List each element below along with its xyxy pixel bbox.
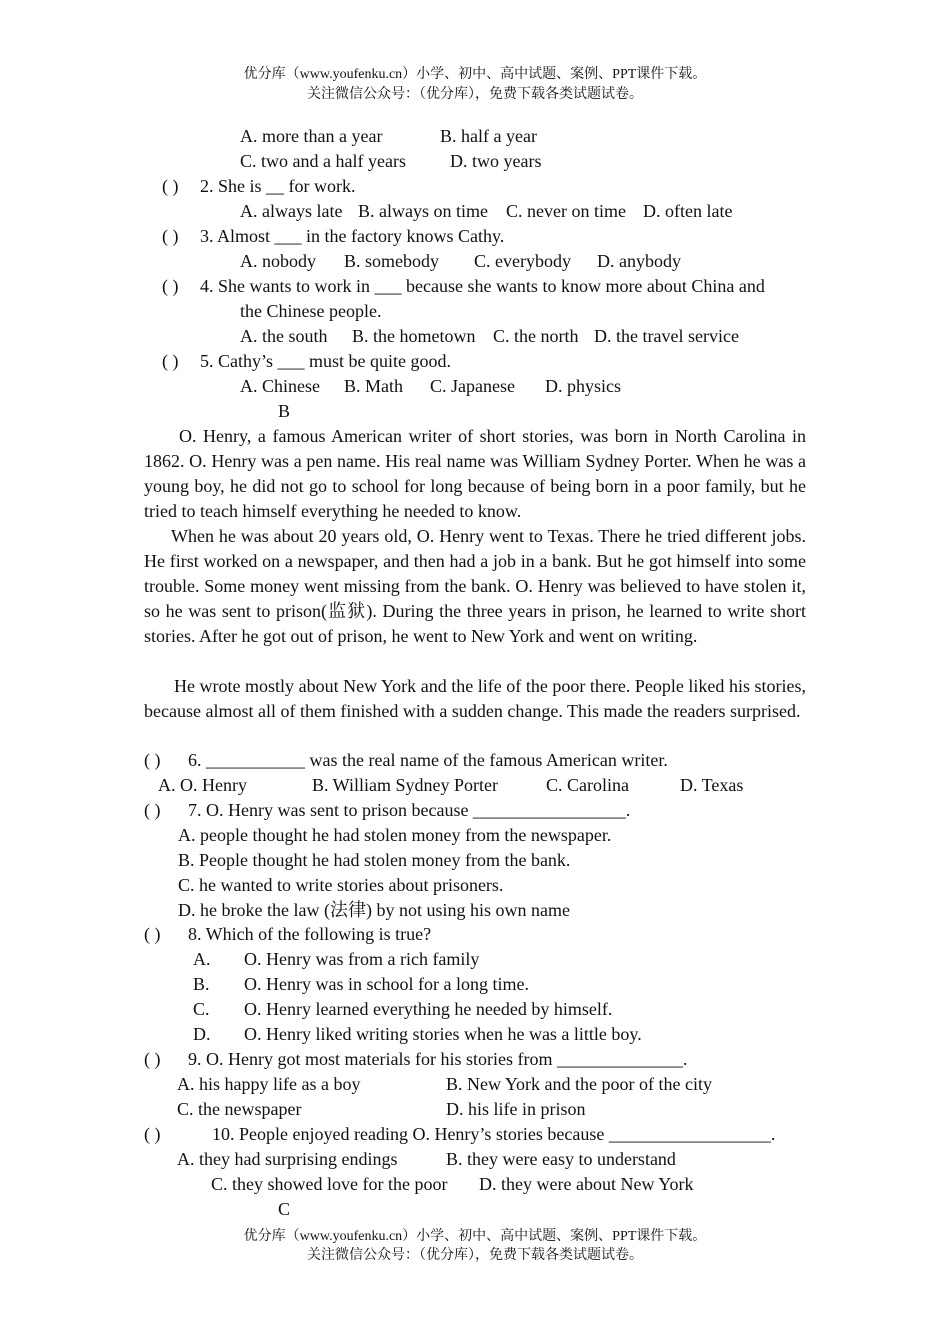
- q8-option-b: O. Henry was in school for a long time.: [244, 974, 529, 994]
- q4-option-b: B. the hometown: [352, 326, 476, 346]
- section-c-heading: C: [278, 1199, 291, 1219]
- q7-option-b: B. People thought he had stolen money from the bank.: [178, 850, 571, 870]
- page-header-line-1: 优分库（www.youfenku.cn）小学、初中、高中试题、案例、PPT课件下载。: [243, 67, 707, 82]
- q4-stem: 4. She wants to work in ___ because she wants to know more about China and: [200, 276, 765, 296]
- q3-stem: 3. Almost ___ in the factory knows Cathy.: [200, 226, 505, 246]
- q9-option-c: C. the newspaper: [177, 1099, 302, 1119]
- q8-option-c-letter: C.: [193, 999, 210, 1019]
- q4-option-a: A. the south: [240, 326, 328, 346]
- q3-option-d: D. anybody: [597, 251, 681, 271]
- q10-stem: 10. People enjoyed reading O. Henry’s stories because __________________.: [212, 1124, 776, 1144]
- q8-option-d: O. Henry liked writing stories when he was a little boy.: [244, 1024, 642, 1044]
- q8-option-b-letter: B.: [193, 974, 210, 994]
- q10-answer-bracket[interactable]: ( ): [144, 1124, 161, 1144]
- q7-option-a: A. people thought he had stolen money from the newspaper.: [178, 825, 612, 845]
- q4-option-d: D. the travel service: [594, 326, 739, 346]
- page-header-line-2: 关注微信公众号：（优分库），免费下载各类试题试卷。: [307, 87, 643, 102]
- q6-option-a: A. O. Henry: [158, 775, 247, 795]
- q9-option-b: B. New York and the poor of the city: [446, 1074, 712, 1094]
- passage-paragraph-1: O. Henry, a famous American writer of short stories, was born in North Carolina in 1862. O. Henry was a pen name. His real name was William Sydney Porter. When he was a young boy, he did not go to school for long because of being born in a poor family, but he tried to teach himself everything he needed to know.: [144, 426, 806, 521]
- q7-option-c: C. he wanted to write stories about prisoners.: [178, 875, 504, 895]
- q7-stem: 7. O. Henry was sent to prison because _________________.: [188, 800, 631, 820]
- q5-option-b: B. Math: [344, 376, 404, 396]
- q7-answer-bracket[interactable]: ( ): [144, 800, 161, 820]
- q3-option-a: A. nobody: [240, 251, 316, 271]
- q6-stem: 6. ___________ was the real name of the famous American writer.: [188, 750, 668, 770]
- q10-option-d: D. they were about New York: [479, 1174, 694, 1194]
- q4-stem-continued: the Chinese people.: [240, 301, 382, 321]
- q8-option-a-letter: A.: [193, 949, 211, 969]
- passage-paragraph-3: He wrote mostly about New York and the life of the poor there. People liked his stories, because almost all of them finished with a sudden change. This made the readers surprised.: [144, 676, 806, 721]
- q2-option-b: B. always on time: [358, 201, 488, 221]
- q4-option-c: C. the north: [493, 326, 579, 346]
- q10-option-b: B. they were easy to understand: [446, 1149, 676, 1169]
- q2-option-a: A. always late: [240, 201, 343, 221]
- q1-option-d: D. two years: [450, 151, 542, 171]
- q1-option-b: B. half a year: [440, 126, 537, 146]
- q9-answer-bracket[interactable]: ( ): [144, 1049, 161, 1069]
- q10-option-a: A. they had surprising endings: [177, 1149, 398, 1169]
- q10-option-c: C. they showed love for the poor: [211, 1174, 448, 1194]
- q2-option-d: D. often late: [643, 201, 733, 221]
- q8-answer-bracket[interactable]: ( ): [144, 924, 161, 944]
- q3-option-b: B. somebody: [344, 251, 440, 271]
- q5-option-a: A. Chinese: [240, 376, 320, 396]
- q1-option-a: A. more than a year: [240, 126, 383, 146]
- q6-option-c: C. Carolina: [546, 775, 629, 795]
- q8-option-a: O. Henry was from a rich family: [244, 949, 480, 969]
- q5-stem: 5. Cathy’s ___ must be quite good.: [200, 351, 451, 371]
- q8-stem: 8. Which of the following is true?: [188, 924, 432, 944]
- q3-option-c: C. everybody: [474, 251, 571, 271]
- q8-option-c: O. Henry learned everything he needed by himself.: [244, 999, 613, 1019]
- q5-answer-bracket[interactable]: ( ): [162, 351, 179, 371]
- section-b-heading: B: [278, 401, 291, 421]
- q1-option-c: C. two and a half years: [240, 151, 406, 171]
- q9-stem: 9. O. Henry got most materials for his stories from ______________.: [188, 1049, 688, 1069]
- q9-option-a: A. his happy life as a boy: [177, 1074, 361, 1094]
- q6-answer-bracket[interactable]: ( ): [144, 750, 161, 770]
- q6-option-d: D. Texas: [680, 775, 744, 795]
- passage-paragraph-2: When he was about 20 years old, O. Henry went to Texas. There he tried different jobs. He first worked on a newspaper, and then had a job in a bank. But he got himself into some trouble. Some money went missing from the bank. O. Henry was believed to have stolen it, so he was sent to prison(监狱). During the three years in prison, he learned to write short stories. After he got out of prison, he went to New York and went on writing.: [144, 526, 806, 646]
- q5-option-d: D. physics: [545, 376, 621, 396]
- page-footer-line-2: 关注微信公众号：（优分库），免费下载各类试题试卷。: [307, 1248, 643, 1263]
- q2-stem: 2. She is __ for work.: [200, 176, 356, 196]
- q3-answer-bracket[interactable]: ( ): [162, 226, 179, 246]
- page-footer-line-1: 优分库（www.youfenku.cn）小学、初中、高中试题、案例、PPT课件下载。: [243, 1229, 707, 1244]
- q6-option-b: B. William Sydney Porter: [312, 775, 498, 795]
- q5-option-c: C. Japanese: [430, 376, 515, 396]
- q7-option-d: D. he broke the law (法律) by not using his own name: [178, 900, 570, 920]
- q9-option-d: D. his life in prison: [446, 1099, 586, 1119]
- q8-option-d-letter: D.: [193, 1024, 211, 1044]
- q4-answer-bracket[interactable]: ( ): [162, 276, 179, 296]
- q2-answer-bracket[interactable]: ( ): [162, 176, 179, 196]
- q2-option-c: C. never on time: [506, 201, 626, 221]
